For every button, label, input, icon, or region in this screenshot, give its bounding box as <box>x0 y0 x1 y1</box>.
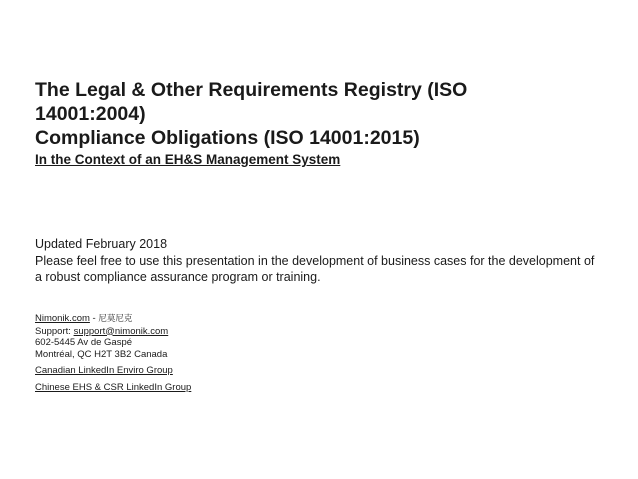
chinese-name: 尼莫尼克 <box>98 314 133 324</box>
title-line-3: Compliance Obligations (ISO 14001:2015) <box>35 127 420 149</box>
updated-date: Updated February 2018 <box>35 237 168 251</box>
linkedin-chinese-line <box>35 382 435 394</box>
chinese-linkedin-link[interactable]: Chinese EHS & CSR LinkedIn Group <box>35 381 192 393</box>
title-line-1: The Legal & Other Requirements Registry (ISO <box>35 79 468 101</box>
website-line <box>35 313 435 326</box>
title-block <box>35 78 595 169</box>
support-email-link[interactable]: support@nimonik.com <box>73 325 169 337</box>
address-line-1: 602-5445 Av de Gaspé <box>35 337 133 348</box>
contact-block <box>35 313 435 393</box>
title-line-2: 14001:2004) <box>35 103 146 125</box>
website-separator: - <box>89 313 99 324</box>
support-line <box>35 326 435 338</box>
linkedin-enviro-line <box>35 365 435 377</box>
usage-note: Please feel free to use this presentation in the development of business cases for the development of a robust compliance assurance program or training. <box>35 254 595 284</box>
subtitle: In the Context of an EH&S Management System <box>35 152 341 167</box>
support-label: Support: <box>35 325 74 337</box>
body-block <box>35 236 595 285</box>
canadian-linkedin-link[interactable]: Canadian LinkedIn Enviro Group <box>35 365 173 376</box>
website-link[interactable]: Nimonik.com <box>35 313 90 324</box>
address-line-2: Montréal, QC H2T 3B2 Canada <box>35 348 168 360</box>
